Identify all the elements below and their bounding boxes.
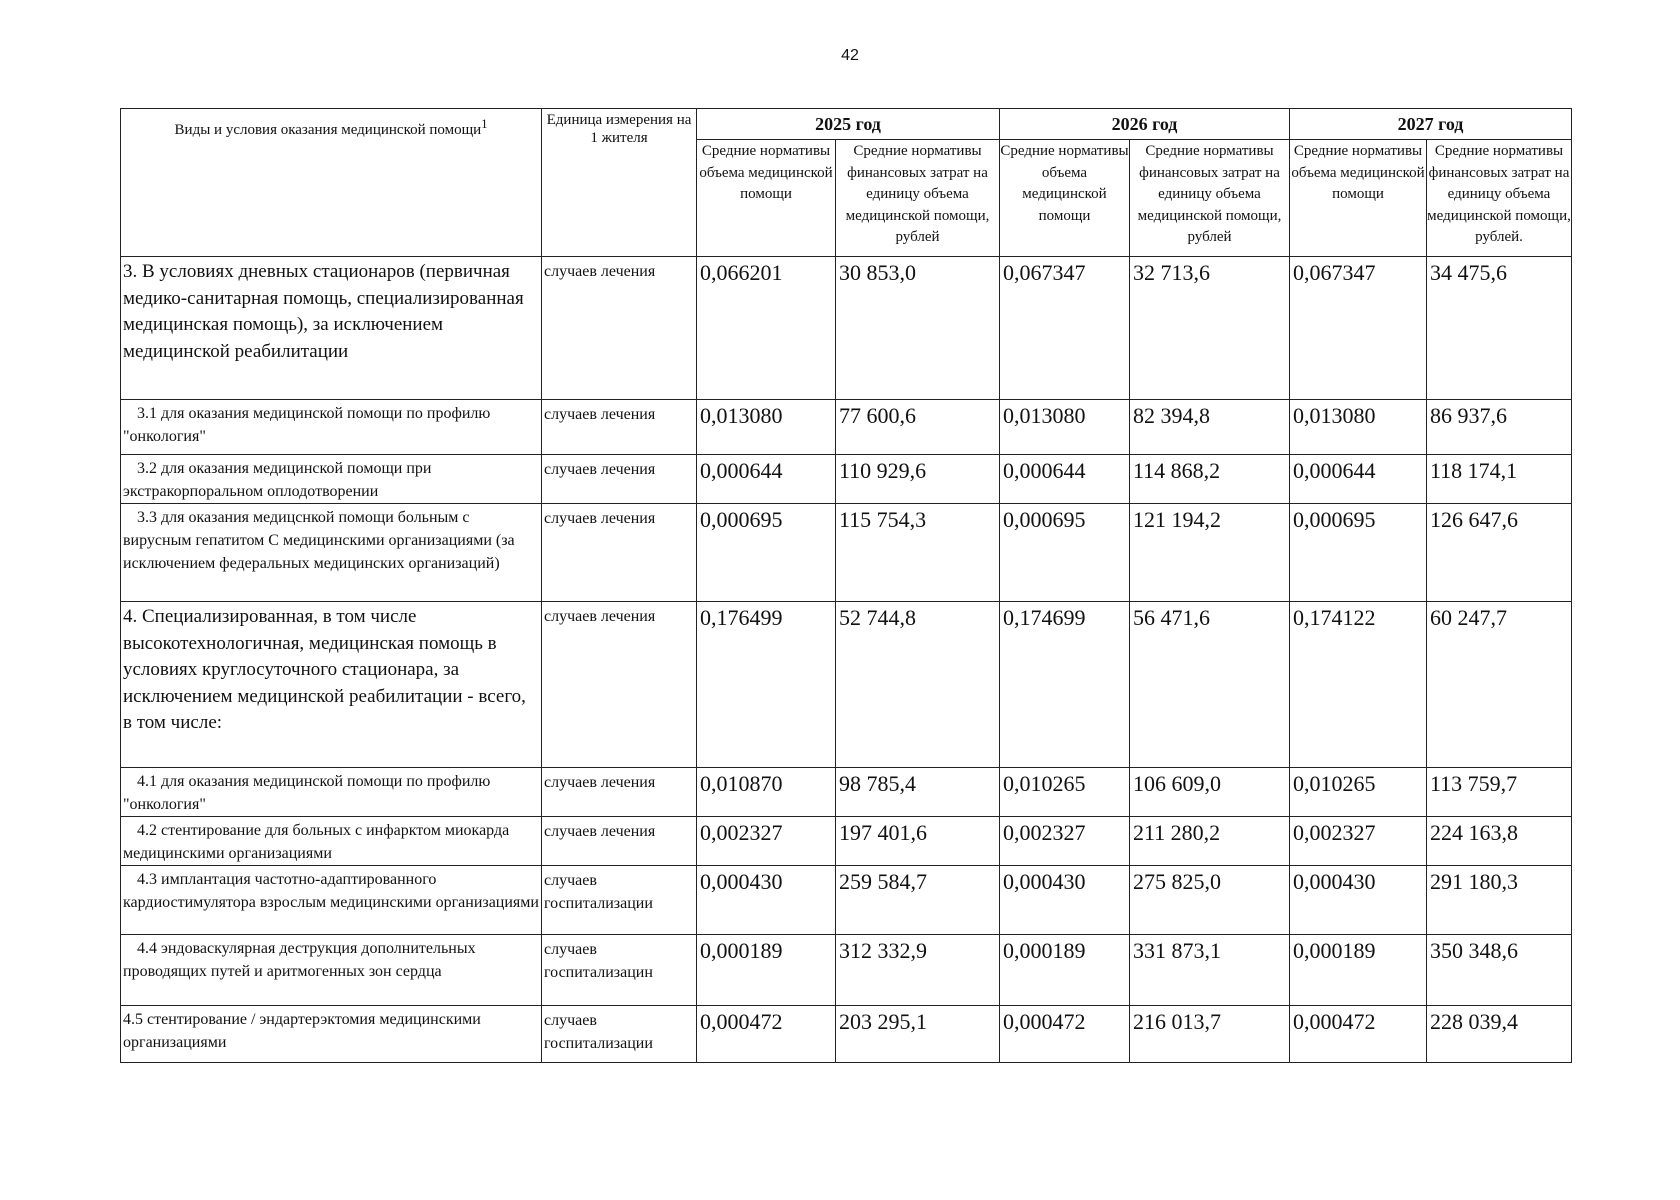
cost-2026: 82 394,8 xyxy=(1130,400,1290,455)
volume-2027: 0,174122 xyxy=(1290,602,1427,768)
header-volume-2025: Средние нормативы объема медицинской помощи xyxy=(697,140,836,257)
volume-2026: 0,000472 xyxy=(1000,1006,1130,1063)
volume-2026: 0,067347 xyxy=(1000,257,1130,400)
cost-2027: 228 039,4 xyxy=(1427,1006,1572,1063)
cost-2026: 216 013,7 xyxy=(1130,1006,1290,1063)
cost-2027: 291 180,3 xyxy=(1427,866,1572,935)
volume-2027: 0,010265 xyxy=(1290,768,1427,817)
cost-2025: 115 754,3 xyxy=(836,504,1000,602)
volume-2025: 0,000189 xyxy=(697,935,836,1006)
cost-2027: 118 174,1 xyxy=(1427,455,1572,504)
cost-2027: 34 475,6 xyxy=(1427,257,1572,400)
cost-2025: 197 401,6 xyxy=(836,817,1000,866)
cost-2026: 121 194,2 xyxy=(1130,504,1290,602)
volume-2026: 0,000695 xyxy=(1000,504,1130,602)
cost-2025: 203 295,1 xyxy=(836,1006,1000,1063)
volume-2025: 0,000430 xyxy=(697,866,836,935)
cost-2027: 224 163,8 xyxy=(1427,817,1572,866)
cost-2025: 98 785,4 xyxy=(836,768,1000,817)
volume-2025: 0,013080 xyxy=(697,400,836,455)
table-row xyxy=(121,817,1572,866)
row-name: 3.3 для оказания медицснкой помощи больным с вирусным гепатитом С медицинскими организациями (за исключением федеральных медицинских организаций) xyxy=(121,504,542,602)
table-row xyxy=(121,504,1572,602)
row-unit: случаев лечения xyxy=(542,602,697,768)
row-name: 4.2 стентирование для больных с инфарктом миокарда медицинскими организациями xyxy=(121,817,542,866)
header-unit: Единица измерения на 1 жителя xyxy=(542,109,697,257)
table-row xyxy=(121,455,1572,504)
volume-2025: 0,000644 xyxy=(697,455,836,504)
row-name: 3. В условиях дневных стационаров (первичная медико-санитарная помощь, специализированная медицинская помощь), за исключением медицинской реабилитации xyxy=(121,257,542,400)
row-name: 4.3 имплантация частотно-адаптированного кардиостимулятора взрослым медицинскими организациями xyxy=(121,866,542,935)
norms-table xyxy=(120,108,1572,1063)
volume-2026: 0,010265 xyxy=(1000,768,1130,817)
header-cost-2027: Средние нормативы финансовых затрат на единицу объема медицинской помощи, рублей. xyxy=(1427,140,1572,257)
row-unit: случаев лечения xyxy=(542,455,697,504)
volume-2025: 0,002327 xyxy=(697,817,836,866)
cost-2027: 126 647,6 xyxy=(1427,504,1572,602)
cost-2025: 77 600,6 xyxy=(836,400,1000,455)
table-row xyxy=(121,935,1572,1006)
volume-2027: 0,000644 xyxy=(1290,455,1427,504)
table-row xyxy=(121,1006,1572,1063)
cost-2026: 114 868,2 xyxy=(1130,455,1290,504)
page-number: 42 xyxy=(841,47,859,64)
table-row xyxy=(121,400,1572,455)
row-unit: случаев лечения xyxy=(542,768,697,817)
cost-2026: 106 609,0 xyxy=(1130,768,1290,817)
cost-2026: 331 873,1 xyxy=(1130,935,1290,1006)
cost-2025: 30 853,0 xyxy=(836,257,1000,400)
volume-2027: 0,000472 xyxy=(1290,1006,1427,1063)
row-unit: случаев лечения xyxy=(542,257,697,400)
volume-2027: 0,000695 xyxy=(1290,504,1427,602)
cost-2027: 60 247,7 xyxy=(1427,602,1572,768)
volume-2026: 0,000189 xyxy=(1000,935,1130,1006)
volume-2026: 0,013080 xyxy=(1000,400,1130,455)
volume-2025: 0,176499 xyxy=(697,602,836,768)
header-cost-2025: Средние нормативы финансовых затрат на единицу объема медицинской помощи, рублей xyxy=(836,140,1000,257)
cost-2025: 312 332,9 xyxy=(836,935,1000,1006)
header-kind: Виды и условия оказания медицинской помощи$^1$ xyxy=(121,109,542,257)
volume-2025: 0,000695 xyxy=(697,504,836,602)
volume-2026: 0,002327 xyxy=(1000,817,1130,866)
row-unit: случаев лечения xyxy=(542,400,697,455)
table-row xyxy=(121,866,1572,935)
row-name: 4.5 стентирование / эндартерэктомия медицинскими организациями xyxy=(121,1006,542,1063)
volume-2026: 0,000644 xyxy=(1000,455,1130,504)
row-name: 3.1 для оказания медицинской помощи по профилю "онкология" xyxy=(121,400,542,455)
row-name: 4. Специализированная, в том числе высокотехнологичная, медицинская помощь в условиях круглосуточного стационара, за исключением медицинской реабилитации - всего, в том числе: xyxy=(121,602,542,768)
cost-2026: 56 471,6 xyxy=(1130,602,1290,768)
volume-2026: 0,000430 xyxy=(1000,866,1130,935)
volume-2025: 0,010870 xyxy=(697,768,836,817)
row-unit: случаев госпитализации xyxy=(542,866,697,935)
volume-2027: 0,002327 xyxy=(1290,817,1427,866)
row-name: 4.1 для оказания медицинской помощи по профилю "онкология" xyxy=(121,768,542,817)
header-year-2027: 2027 год xyxy=(1290,109,1572,140)
cost-2027: 350 348,6 xyxy=(1427,935,1572,1006)
volume-2027: 0,013080 xyxy=(1290,400,1427,455)
cost-2026: 32 713,6 xyxy=(1130,257,1290,400)
row-unit: случаев лечения xyxy=(542,817,697,866)
volume-2027: 0,000430 xyxy=(1290,866,1427,935)
volume-2027: 0,000189 xyxy=(1290,935,1427,1006)
header-cost-2026: Средние нормативы финансовых затрат на единицу объема медицинской помощи, рублей xyxy=(1130,140,1290,257)
cost-2026: 211 280,2 xyxy=(1130,817,1290,866)
row-name: 3.2 для оказания медицинской помощи при экстракорпоральном оплодотворении xyxy=(121,455,542,504)
header-year-2026: 2026 год xyxy=(1000,109,1290,140)
table-row xyxy=(121,602,1572,768)
table-row xyxy=(121,257,1572,400)
row-unit: случаев госпитализацин xyxy=(542,935,697,1006)
cost-2027: 86 937,6 xyxy=(1427,400,1572,455)
cost-2025: 52 744,8 xyxy=(836,602,1000,768)
footnote-mark: 1 xyxy=(481,117,488,131)
cost-2027: 113 759,7 xyxy=(1427,768,1572,817)
cost-2025: 110 929,6 xyxy=(836,455,1000,504)
header-volume-2026: Средние нормативы объема медицинской помощи xyxy=(1000,140,1130,257)
cost-2025: 259 584,7 xyxy=(836,866,1000,935)
row-unit: случаев госпитализации xyxy=(542,1006,697,1063)
volume-2027: 0,067347 xyxy=(1290,257,1427,400)
volume-2026: 0,174699 xyxy=(1000,602,1130,768)
volume-2025: 0,066201 xyxy=(697,257,836,400)
header-volume-2027: Средние нормативы объема медицинской помощи xyxy=(1290,140,1427,257)
row-unit: случаев лечения xyxy=(542,504,697,602)
header-year-2025: 2025 год xyxy=(697,109,1000,140)
table-row xyxy=(121,768,1572,817)
row-name: 4.4 эндоваскулярная деструкция дополнительных проводящих путей и аритмогенных зон сердца xyxy=(121,935,542,1006)
cost-2026: 275 825,0 xyxy=(1130,866,1290,935)
volume-2025: 0,000472 xyxy=(697,1006,836,1063)
